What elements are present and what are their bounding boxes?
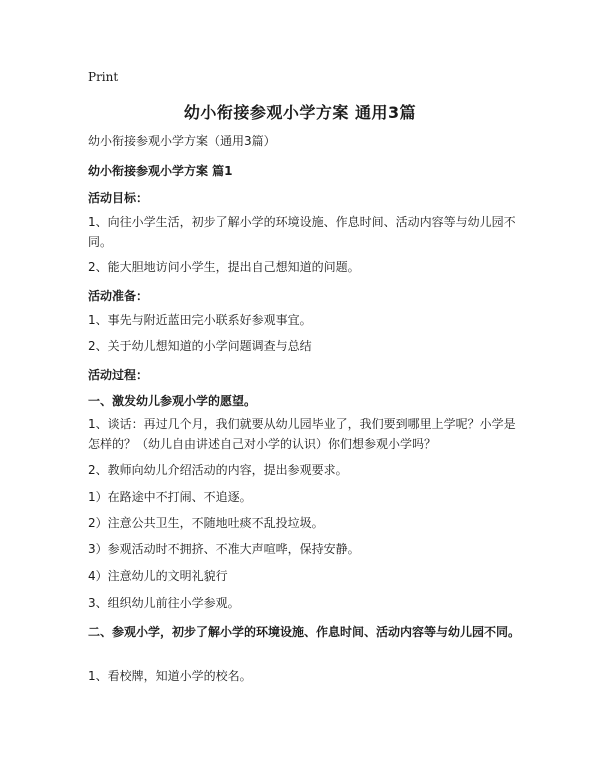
print-label: Print xyxy=(88,70,119,84)
process-item: 2、教师向幼儿介绍活动的内容，提出参观要求。 xyxy=(88,463,348,477)
part-heading: 一、激发幼儿参观小学的愿望。 xyxy=(88,394,257,408)
process-item: 1）在路途中不打闹、不追逐。 xyxy=(88,490,252,504)
page-title: 幼小衔接参观小学方案 通用3篇 xyxy=(183,103,417,122)
goal-item: 2、能大胆地访问小学生，提出自己想知道的问题。 xyxy=(88,260,360,274)
subtitle: 幼小衔接参观小学方案（通用3篇） xyxy=(88,134,276,148)
process-heading: 活动过程： xyxy=(88,368,149,382)
goal-heading: 活动目标： xyxy=(88,191,149,205)
goal-item: 1、向往小学生活，初步了解小学的环境设施、作息时间、活动内容等与幼儿园不同。 xyxy=(88,215,516,249)
process-item: 2）注意公共卫生，不随地吐痰不乱投垃圾。 xyxy=(88,516,324,530)
process-item: 4）注意幼儿的文明礼貌行 xyxy=(88,569,228,583)
process-item: 3、组织幼儿前往小学参观。 xyxy=(88,596,240,610)
section-heading: 幼小衔接参观小学方案 篇1 xyxy=(88,164,233,178)
process-item: 1、谈话：再过几个月，我们就要从幼儿园毕业了，我们要到哪里上学呢？小学是怎样的？（幼儿自由讲述自己对小学的认识）你们想参观小学吗？ xyxy=(88,417,516,451)
prep-item: 2、关于幼儿想知道的小学问题调查与总结 xyxy=(88,339,312,353)
part-heading: 二、参观小学，初步了解小学的环境设施、作息时间、活动内容等与幼儿园不同。 xyxy=(88,625,521,639)
prep-heading: 活动准备： xyxy=(88,289,149,303)
prep-item: 1、事先与附近蓝田完小联系好参观事宜。 xyxy=(88,313,312,327)
process-item: 3）参观活动时不拥挤、不准大声喧哗，保持安静。 xyxy=(88,542,360,556)
process-item: 1、看校牌，知道小学的校名。 xyxy=(88,669,252,683)
